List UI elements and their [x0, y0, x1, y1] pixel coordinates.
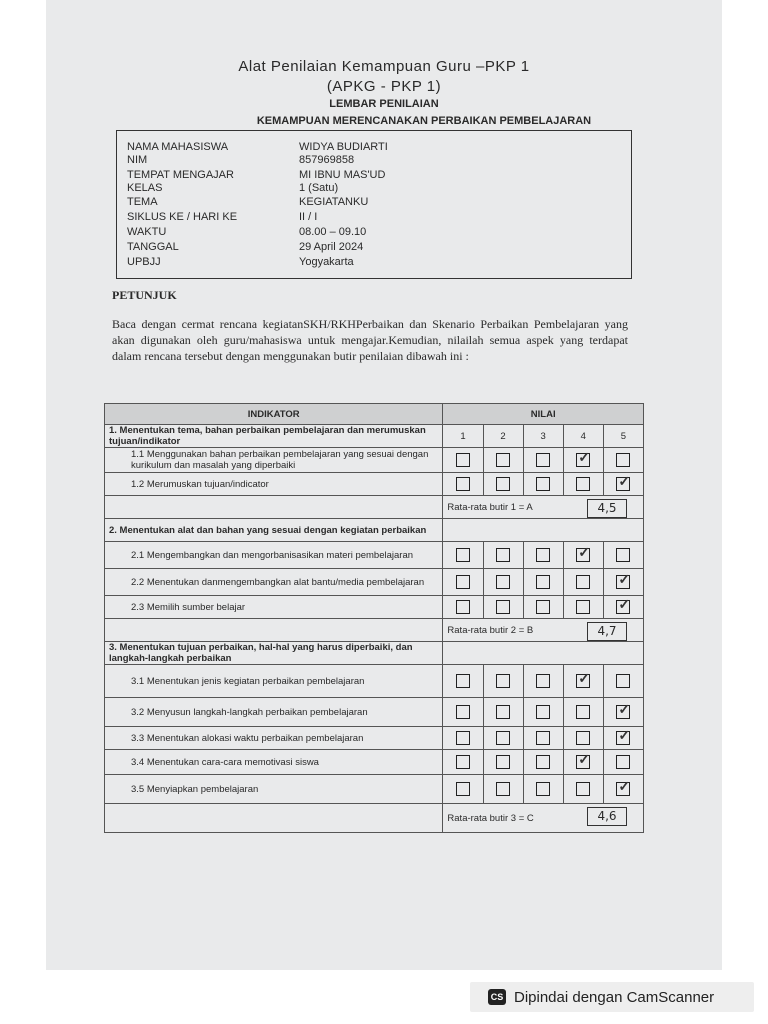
average-cell: [443, 619, 644, 642]
item-row: [105, 473, 644, 496]
item-label: 1.1 Menggunakan bahan perbaikan pembelajaran yang sesuai dengan kurikulum dan masalah yang diperbaiki: [105, 448, 443, 473]
score-checkbox[interactable]: [576, 575, 590, 589]
score-cell: [603, 727, 643, 750]
score-cell: [563, 596, 603, 619]
item-label: 3.3 Menentukan alokasi waktu perbaikan pembelajaran: [105, 727, 443, 750]
header-nilai: NILAI: [443, 404, 644, 425]
score-checkbox[interactable]: [616, 674, 630, 688]
info-value: II / I: [299, 211, 318, 223]
score-cell: [603, 750, 643, 775]
score-checkbox[interactable]: [576, 449, 591, 467]
item-row: [105, 542, 644, 569]
item-label: 3.5 Menyiapkan pembelajaran: [105, 775, 443, 804]
score-checkbox[interactable]: [496, 755, 510, 769]
check-mark-icon: ✓: [578, 670, 591, 686]
score-checkbox[interactable]: [616, 701, 631, 719]
score-cell: [443, 542, 483, 569]
check-mark-icon: ✓: [578, 751, 591, 767]
score-checkbox[interactable]: [536, 477, 550, 491]
scale-label: 4: [563, 425, 603, 448]
score-cell: [563, 775, 603, 804]
average-cell: [443, 496, 644, 519]
score-checkbox[interactable]: [536, 548, 550, 562]
score-checkbox[interactable]: [456, 575, 470, 589]
score-checkbox[interactable]: [496, 477, 510, 491]
score-checkbox[interactable]: [456, 705, 470, 719]
score-cell: [603, 542, 643, 569]
score-cell: [523, 775, 563, 804]
score-checkbox[interactable]: [496, 782, 510, 796]
average-row: [105, 619, 644, 642]
score-cell: [523, 665, 563, 698]
score-checkbox[interactable]: [576, 731, 590, 745]
score-cell: [523, 473, 563, 496]
average-label: Rata-rata butir 3 = C: [447, 812, 534, 824]
score-cell: [563, 542, 603, 569]
section-title: 2. Menentukan alat dan bahan yang sesuai dengan kegiatan perbaikan: [105, 519, 443, 542]
average-cell: [443, 804, 644, 833]
info-value: KEGIATANKU: [299, 196, 369, 208]
info-value: 08.00 – 09.10: [299, 226, 367, 238]
info-value: WIDYA BUDIARTI: [299, 141, 388, 153]
scale-label: 3: [523, 425, 563, 448]
score-checkbox[interactable]: [456, 755, 470, 769]
item-label: 1.2 Merumuskan tujuan/indicator: [105, 473, 443, 496]
average-row: [105, 804, 644, 833]
score-cell: [523, 448, 563, 473]
score-cell: [483, 775, 523, 804]
camscanner-watermark: [470, 982, 754, 1012]
score-cell: [483, 569, 523, 596]
score-cell: [523, 698, 563, 727]
score-cell: [523, 596, 563, 619]
section-title-row: [105, 519, 644, 542]
score-cell: [603, 775, 643, 804]
info-value: 1 (Satu): [299, 182, 339, 194]
score-checkbox[interactable]: [576, 751, 591, 769]
camscanner-icon: CS: [488, 989, 506, 1005]
document-subtitle: (APKG - PKP 1): [326, 78, 442, 95]
item-label: 2.1 Mengembangkan dan mengorbanisasikan materi pembelajaran: [105, 542, 443, 569]
score-cell: [443, 473, 483, 496]
sheet-subtitle: KEMAMPUAN MERENCANAKAN PERBAIKAN PEMBELAJARAN: [256, 115, 592, 127]
empty-cell: [105, 496, 443, 519]
instructions-text: Baca dengan cermat rencana kegiatanSKH/RKHPerbaikan dan Skenario Perbaikan Pembelajaran yang akan digunakan oleh guru/mahasiswa untuk mengajar.Kemudian, nilailah semua aspek yang terdapat dalam rencana tersebut dengan menggunakan butir penilaian dibawah ini :: [112, 317, 628, 363]
item-label: 3.1 Menentukan jenis kegiatan perbaikan pembelajaran: [105, 665, 443, 698]
score-checkbox[interactable]: [456, 731, 470, 745]
score-cell: [603, 596, 643, 619]
item-label: 2.3 Memilih sumber belajar: [105, 596, 443, 619]
score-checkbox[interactable]: [456, 782, 470, 796]
info-value: 857969858: [299, 154, 355, 166]
info-label: SIKLUS KE / HARI KE: [127, 211, 238, 223]
score-checkbox[interactable]: [496, 575, 510, 589]
score-cell: [443, 698, 483, 727]
score-checkbox[interactable]: [576, 477, 590, 491]
score-checkbox[interactable]: [616, 571, 631, 589]
score-cell: [443, 775, 483, 804]
average-label: Rata-rata butir 1 = A: [447, 501, 533, 513]
check-mark-icon: ✓: [578, 449, 591, 465]
score-checkbox[interactable]: [576, 544, 591, 562]
score-cell: [483, 665, 523, 698]
score-cell: [443, 596, 483, 619]
section-title-row: [105, 425, 644, 448]
score-checkbox[interactable]: [456, 674, 470, 688]
score-cell: [563, 698, 603, 727]
info-label: TEMA: [127, 196, 158, 208]
score-cell: [443, 569, 483, 596]
average-score: 4,5: [587, 499, 627, 518]
scale-label: 5: [603, 425, 643, 448]
item-label: 3.4 Menentukan cara-cara memotivasi siswa: [105, 750, 443, 775]
score-checkbox[interactable]: [496, 705, 510, 719]
item-row: [105, 448, 644, 473]
empty-cell: [443, 519, 644, 542]
table-header-row: [105, 404, 644, 425]
score-cell: [563, 569, 603, 596]
score-cell: [483, 596, 523, 619]
score-cell: [563, 665, 603, 698]
score-cell: [603, 448, 643, 473]
score-checkbox[interactable]: [576, 705, 590, 719]
item-label: 2.2 Menentukan danmengembangkan alat bantu/media pembelajaran: [105, 569, 443, 596]
score-checkbox[interactable]: [496, 453, 510, 467]
score-checkbox[interactable]: [576, 600, 590, 614]
score-checkbox[interactable]: [616, 727, 631, 745]
score-checkbox[interactable]: [536, 731, 550, 745]
check-mark-icon: ✓: [618, 701, 631, 717]
section-title: 3. Menentukan tujuan perbaikan, hal-hal yang harus diperbaiki, dan langkah-langkah perbaikan: [105, 642, 443, 665]
score-checkbox[interactable]: [496, 674, 510, 688]
score-cell: [483, 750, 523, 775]
score-checkbox[interactable]: [616, 596, 631, 614]
check-mark-icon: ✓: [618, 571, 631, 587]
item-row: [105, 569, 644, 596]
score-checkbox[interactable]: [536, 575, 550, 589]
score-cell: [523, 750, 563, 775]
info-label: NAMA MAHASISWA: [127, 141, 229, 153]
item-label: 3.2 Menyusun langkah-langkah perbaikan pembelajaran: [105, 698, 443, 727]
empty-cell: [105, 804, 443, 833]
score-cell: [563, 448, 603, 473]
info-value: Yogyakarta: [299, 256, 354, 268]
score-cell: [483, 698, 523, 727]
score-cell: [443, 665, 483, 698]
info-value: MI IBNU MAS'UD: [299, 169, 386, 181]
score-cell: [443, 727, 483, 750]
info-label: KELAS: [127, 182, 163, 194]
camscanner-text: Dipindai dengan CamScanner: [514, 988, 715, 1006]
check-mark-icon: ✓: [618, 778, 631, 794]
average-score: 4,7: [587, 622, 627, 641]
score-checkbox[interactable]: [536, 782, 550, 796]
score-cell: [523, 569, 563, 596]
info-label: UPBJJ: [127, 256, 161, 268]
score-checkbox[interactable]: [456, 600, 470, 614]
empty-cell: [105, 619, 443, 642]
check-mark-icon: ✓: [618, 596, 631, 612]
score-checkbox[interactable]: [496, 600, 510, 614]
section-title: 1. Menentukan tema, bahan perbaikan pembelajaran dan merumuskan tujuan/indikator: [105, 425, 443, 448]
check-mark-icon: ✓: [578, 544, 591, 560]
score-cell: [563, 750, 603, 775]
score-checkbox[interactable]: [456, 548, 470, 562]
empty-cell: [443, 642, 644, 665]
instructions-heading: PETUNJUK: [112, 288, 177, 302]
check-mark-icon: ✓: [618, 727, 631, 743]
section-title-row: [105, 642, 644, 665]
score-checkbox[interactable]: [616, 548, 630, 562]
score-checkbox[interactable]: [576, 670, 591, 688]
item-row: [105, 698, 644, 727]
info-label: TEMPAT MENGAJAR: [127, 169, 234, 181]
score-checkbox[interactable]: [616, 755, 630, 769]
score-cell: [483, 448, 523, 473]
score-cell: [523, 542, 563, 569]
score-cell: [603, 473, 643, 496]
student-info-box: [116, 130, 632, 279]
score-checkbox[interactable]: [456, 477, 470, 491]
score-checkbox[interactable]: [536, 755, 550, 769]
scale-label: 1: [443, 425, 483, 448]
score-checkbox[interactable]: [536, 674, 550, 688]
item-row: [105, 665, 644, 698]
assessment-table: [104, 403, 644, 833]
score-checkbox[interactable]: [536, 705, 550, 719]
check-mark-icon: ✓: [618, 473, 631, 489]
score-cell: [523, 727, 563, 750]
score-cell: [443, 750, 483, 775]
score-cell: [603, 698, 643, 727]
score-cell: [603, 569, 643, 596]
score-cell: [483, 727, 523, 750]
score-checkbox[interactable]: [536, 600, 550, 614]
score-cell: [483, 473, 523, 496]
item-row: [105, 750, 644, 775]
info-label: TANGGAL: [127, 241, 179, 253]
average-label: Rata-rata butir 2 = B: [447, 624, 534, 636]
score-cell: [603, 665, 643, 698]
score-cell: [563, 727, 603, 750]
score-checkbox[interactable]: [616, 473, 631, 491]
score-checkbox[interactable]: [496, 548, 510, 562]
header-indikator: INDIKATOR: [105, 404, 443, 425]
average-row: [105, 496, 644, 519]
score-checkbox[interactable]: [536, 453, 550, 467]
scale-label: 2: [483, 425, 523, 448]
average-score: 4,6: [587, 807, 627, 826]
item-row: [105, 727, 644, 750]
sheet-title: LEMBAR PENILAIAN: [329, 98, 439, 110]
score-checkbox[interactable]: [576, 782, 590, 796]
score-checkbox[interactable]: [496, 731, 510, 745]
info-label: NIM: [127, 154, 148, 166]
item-row: [105, 775, 644, 804]
score-checkbox[interactable]: [616, 453, 630, 467]
item-row: [105, 596, 644, 619]
info-value: 29 April 2024: [299, 241, 364, 253]
score-cell: [443, 448, 483, 473]
score-cell: [483, 542, 523, 569]
score-checkbox[interactable]: [456, 453, 470, 467]
document-title: Alat Penilaian Kemampuan Guru –PKP 1: [238, 58, 530, 75]
score-cell: [563, 473, 603, 496]
score-checkbox[interactable]: [616, 778, 631, 796]
info-label: WAKTU: [127, 226, 167, 238]
